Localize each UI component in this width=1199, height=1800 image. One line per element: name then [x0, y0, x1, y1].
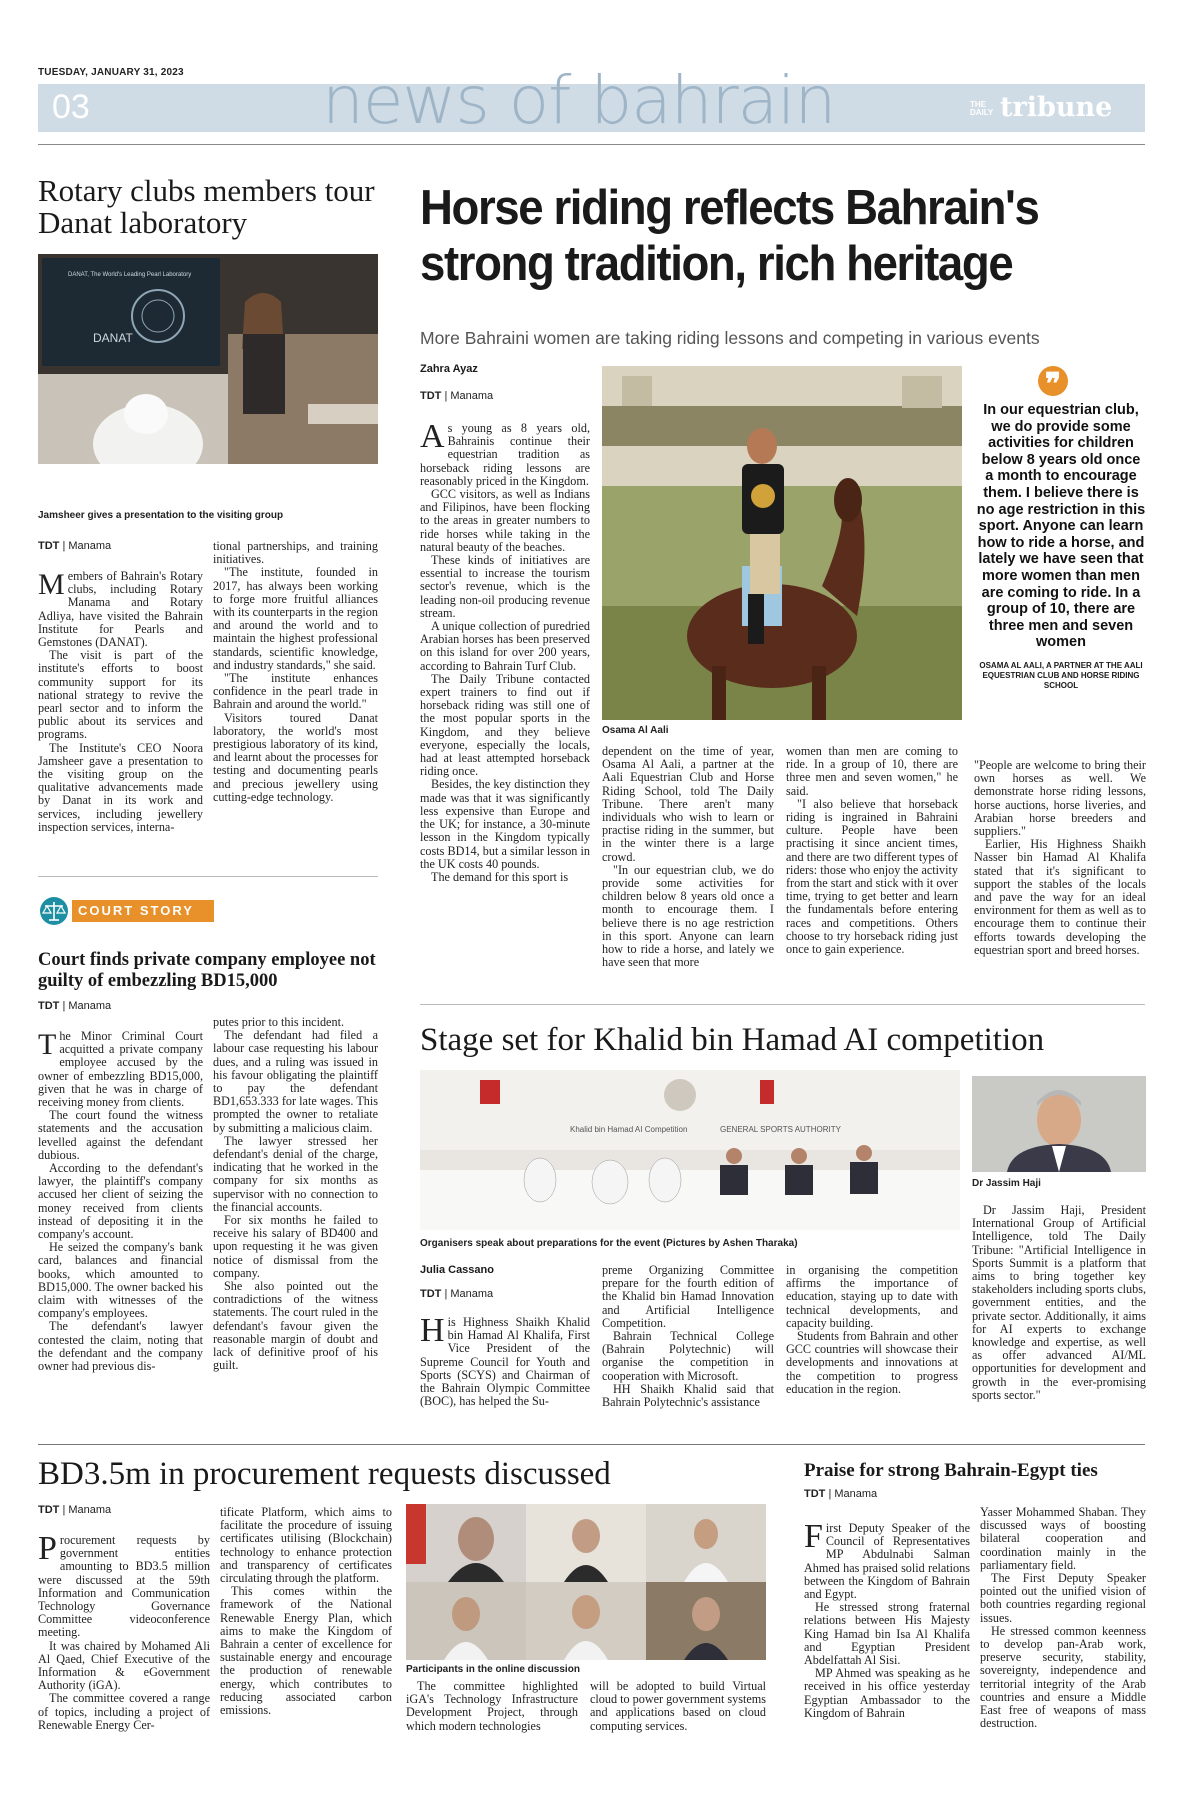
paragraph: According to the defendant's lawyer, the plaintiff's company accused her client of seizing the money received from clients instead of depositing it in the company's account. — [38, 1161, 203, 1242]
horse-dateline — [420, 390, 493, 402]
screen-logo: DANAT — [93, 331, 133, 345]
khalid-col-4 — [972, 1204, 1146, 1402]
paragraph: "The institute enhances confidence in the pearl trade in Bahrain and around the world." — [213, 671, 378, 712]
dateline-place: | Manama — [62, 540, 112, 552]
photo-banner-text-1: Khalid bin Hamad AI Competition — [570, 1125, 688, 1134]
section-title: news of bahrain — [322, 62, 836, 139]
horse-byline: Zahra Ayaz — [420, 363, 478, 375]
paragraph: The visit is part of the institute's efforts to boost community support for its national strategy to revive the pearl sector and to inform the public about its services and programs. — [38, 648, 203, 742]
egypt-article — [804, 1460, 1146, 1482]
paragraph: in organising the competition affirms the importance of education, staying up to date with technical developments, and capacity building. — [786, 1263, 958, 1330]
court-col-2 — [213, 1016, 378, 1372]
horse-photo-illustration — [602, 366, 962, 720]
dateline-org: TDT — [420, 390, 442, 402]
khalid-headline: Stage set for Khalid bin Hamad AI competition — [420, 1022, 1045, 1058]
rotary-headline: Rotary clubs members tour Danat laboratory — [38, 173, 375, 240]
paragraph: "In our equestrian club, we do provide some activities for children below 8 years old once a month to encourage them. I believe there is no age restriction in this sport. Anyone can learn how to ride a horse, and lately we have seen that more — [602, 862, 774, 970]
khalid-col-3 — [786, 1264, 958, 1396]
paragraph: He stressed strong fraternal relations between His Majesty King Hamad bin Isa Al Khalifa and Egyptian President Abdelfattah Al Sisi. — [804, 1600, 970, 1668]
paragraph: HH Shaikh Khalid said that Bahrain Polytechnic's assistance — [602, 1381, 774, 1410]
paragraph — [420, 1312, 590, 1409]
logo-small-text: THE DAILY — [970, 99, 994, 117]
paragraph: "The institute, founded in 2017, has always been working to forge more fruitful alliances with its counterparts in the region and around the world and to maintain the highest professional standards, scientific knowledge, and industry standards," she said. — [213, 565, 378, 672]
rotary-photo-illustration — [38, 254, 378, 464]
drop-cap: M — [38, 568, 65, 601]
court-story-label: COURT STORY — [72, 900, 214, 922]
rule — [38, 876, 378, 877]
procurement-article — [38, 1455, 758, 1493]
dateline-org: TDT — [38, 540, 60, 552]
jassim-portrait — [972, 1076, 1146, 1172]
rotary-photo — [38, 254, 378, 464]
dateline-place: | Manama — [62, 1000, 112, 1012]
section-rule — [38, 1444, 1145, 1445]
rotary-col-2 — [213, 540, 378, 804]
khalid-dateline — [420, 1288, 493, 1300]
paragraph: She also pointed out the contradictions of the witness statements. The court ruled in the defendant's favour given the reasonable margin of doubt and lack of definitive proof of his guilt. — [213, 1279, 378, 1373]
court-story-badge — [38, 896, 378, 926]
khalid-col-1 — [420, 1312, 590, 1409]
paragraph: The Institute's CEO Noora Jamsheer gave a presentation to the visiting group on the qualitative advancements made by Danat in its work and services, including jewellery inspection services, interna- — [38, 740, 203, 834]
khalid-byline: Julia Cassano — [420, 1264, 494, 1276]
drop-cap: H — [420, 1312, 445, 1349]
egypt-headline: Praise for strong Bahrain-Egypt ties — [804, 1460, 1098, 1481]
court-article — [38, 950, 378, 992]
paragraph: Students from Bahrain and other GCC countries will showcase their developments and innovations at the competition to progress education in the region. — [786, 1329, 958, 1396]
pull-quote — [976, 366, 1146, 691]
paragraph: It was chaired by Mohamed Ali Al Qaed, Chief Executive of the Information & eGovernment Authority (iGA). — [38, 1638, 210, 1693]
quote-text: In our equestrian club, we do provide some activities for children below 8 years old once a month to encourage them. I believe there is no age restriction in this sport. Anyone can learn how to ride a horse, and lately we have seen that more women than men are coming to ride. In a group of 10, there are three men and seven women — [976, 402, 1146, 651]
paragraph-text: rocurement requests by government entities amounting to BD3.5 million were discussed at the 59th Information and Communication Technology Governance Committee videoconference meeting. — [38, 1533, 210, 1640]
court-headline: Court finds private company employee not guilty of embezzling BD15,000 — [38, 950, 376, 991]
egypt-col-1 — [804, 1518, 970, 1720]
court-dateline — [38, 1000, 111, 1012]
procurement-col-1 — [38, 1530, 210, 1732]
paragraph: The committee covered a range of topics, including a project of Renewable Energy Cer- — [38, 1691, 210, 1732]
logo-text: tribune — [1000, 92, 1113, 123]
egypt-col-2 — [980, 1506, 1146, 1730]
horse-col-4 — [974, 759, 1146, 957]
paragraph: The demand for this sport is — [431, 869, 569, 884]
portrait-caption: Dr Jassim Haji — [972, 1178, 1041, 1189]
paragraph: The First Deputy Speaker pointed out the unified vision of both countries regarding regional issues. — [980, 1571, 1146, 1625]
khalid-article — [420, 1022, 1145, 1058]
procurement-headline: BD3.5m in procurement requests discussed — [38, 1456, 611, 1492]
paragraph: The Daily Tribune contacted expert trainers to find out if horseback riding was still one of the most popular sports in the Kingdom, and they believe everyone, especially the locals, had at least attempted horseback riding once. — [420, 671, 590, 779]
paragraph: The defendant's lawyer contested the claim, noting that the defendant and the company owner had previous dis- — [38, 1319, 203, 1374]
paragraph: The lawyer stressed her defendant's denial of the charge, indicating that he worked in the company for six months as supervisor with no connection to the financial accounts. — [213, 1133, 378, 1214]
procurement-col-4 — [590, 1680, 766, 1733]
dateline-org: TDT — [420, 1288, 442, 1300]
paragraph: The defendant had filed a labour case requesting his labour dues, and a ruling was issued in his favour obligating the plaintiff to pay the defendant BD1,653.333 for late wages. This prompted the owner to retaliate by submitting a malicious claim. — [213, 1028, 378, 1135]
paragraph: preme Organizing Committee prepare for the fourth edition of the Khalid bin Hamad Innovation and Artificial Intelligence Competition. — [602, 1263, 774, 1330]
paragraph: Besides, the key distinction they made was that it was significantly less expensive than Europe and the UK; for instance, a 30-minute lesson in the Kingdom typically costs BD14, but a similar lesson in the UK costs 40 pounds. — [420, 777, 590, 871]
paragraph: GCC visitors, as well as Indians and Filipinos, have been flocking to the areas in greater numbers to ride horses while taking in the natural beauty of the beaches. — [420, 487, 590, 554]
court-col-1 — [38, 1030, 203, 1373]
paragraph: MP Ahmed was speaking as he received in his office yesterday Egyptian Ambassador to the Kingdom of Bahrain — [804, 1666, 970, 1720]
rotary-article — [38, 175, 378, 239]
drop-cap: F — [804, 1518, 823, 1555]
paragraph-text: embers of Bahrain's Rotary clubs, including Rotary Manama and Rotary Adliya, have visited the Bahrain Institute for Pearls and Gemstones (DANAT). — [38, 569, 203, 650]
quote-attribution: OSAMA AL AALI, A PARTNER AT THE AALI EQUESTRIAN CLUB AND HORSE RIDING SCHOOL — [979, 660, 1143, 690]
paragraph: This comes within the framework of the National Renewable Energy Plan, which aims to make the Kingdom of Bahrain a center of excellence for sustainable energy and encourage the production of renewable energy, which contributes to reducing associated carbon emissions. — [220, 1584, 392, 1718]
paragraph: "I also believe that horseback riding is ingrained in Bahraini culture. People have been practising it since ancient times, and there are two different types of riders: those who enjoy the activity from the start and stick with it over time, trying to get better and learn the fundamentals before entering races and competitions. Others choose to try horseback riding just once to gain experience. — [786, 796, 958, 957]
paragraph: tional partnerships, and training initiatives. — [213, 539, 378, 567]
paragraph: will be adopted to build Virtual cloud to power government systems and applications based on cloud computing services. — [590, 1679, 767, 1733]
paragraph: Dr Jassim Haji, President International Group of Artificial Intelligence, told The Daily Tribune: "Artificial Intelligence in Sports Summit is a platform that aims to bring together key stakeholders including sports clubs, government entities, and the private sector. Additionally, it aims for AI experts to exchange knowledge and expertise, as well as offer advanced AI/ML opportunities for development and growth in the ever-promising sports sector." — [972, 1203, 1146, 1402]
horse-article — [420, 180, 1145, 292]
dateline-org: TDT — [804, 1488, 826, 1500]
paragraph: tificate Platform, which aims to facilitate the procedure of issuing certificates utilising (Blockchain) technology to enhance protection and transparency of certificates circulating through the platform. — [220, 1505, 392, 1586]
egypt-dateline — [804, 1488, 877, 1500]
paragraph: Visitors toured Danat laboratory, the world's most prestigious laboratory of its kind, and learnt about the processes for testing and documenting pearls and precious jewellery using cutting-edge technology. — [213, 710, 378, 804]
paragraph: Bahrain Technical College (Bahrain Polytechnic) will organise the competition in cooperation with Microsoft. — [602, 1329, 774, 1383]
procurement-photo — [406, 1504, 766, 1660]
paragraph-text: s young as 8 years old, Bahrainis continue their equestrian tradition as horseback riding lessons are reasonably priced in the Kingdom. — [420, 421, 590, 488]
paragraph: He stressed common keenness to develop pan-Arab work, preserve security, stability, sovereignty, independence and territorial integrity of the Arab countries and ensure a Middle East free of weapons of mass destruction. — [980, 1623, 1146, 1731]
paragraph-text: he Minor Criminal Court acquitted a private company employee accused by the owner of embezzling BD15,000, given that he was in charge of receiving money from clients. — [38, 1029, 203, 1110]
rotary-caption: Jamsheer gives a presentation to the visiting group — [38, 510, 284, 521]
khalid-col-2 — [602, 1264, 774, 1409]
paragraph — [38, 1530, 210, 1640]
paragraph — [804, 1518, 970, 1602]
horse-photo — [602, 366, 962, 720]
issue-date: TUESDAY, JANUARY 31, 2023 — [38, 67, 184, 78]
drop-cap: P — [38, 1530, 57, 1567]
paragraph-text: is Highness Shaikh Khalid bin Hamad Al Khalifa, First Vice President of the Supreme Council for Youth and Sports (SCYS) and Chairman of the Bahrain Olympic Committee (BOC), has helped the Su- — [420, 1315, 590, 1409]
scales-icon — [38, 896, 72, 926]
khalid-photo-caption: Organisers speak about preparations for the event (Pictures by Ashen Tharaka) — [420, 1238, 798, 1249]
drop-cap: A — [420, 418, 445, 455]
photo-banner-text-2: GENERAL SPORTS AUTHORITY — [720, 1125, 841, 1134]
rotary-dateline — [38, 540, 111, 552]
rotary-col-1 — [38, 570, 203, 834]
procurement-dateline — [38, 1504, 111, 1516]
drop-cap: T — [38, 1028, 57, 1061]
horse-headline: Horse riding reflects Bahrain's strong tradition, rich heritage — [420, 181, 1039, 291]
dateline-place: | Manama — [444, 390, 494, 402]
khalid-photo-illustration — [420, 1070, 960, 1230]
quote-icon: ❞ — [1038, 366, 1068, 396]
horse-col-3 — [786, 745, 958, 956]
dateline-org: TDT — [38, 1504, 60, 1516]
dateline-place: | Manama — [444, 1288, 494, 1300]
paragraph: "People are welcome to bring their own horses as well. We demonstrate horse riding lessons, horse auctions, horse liveries, and Arabian horse breeders and suppliers." — [974, 758, 1146, 839]
paragraph: For six months he failed to receive his salary of BD400 and upon requesting it he was given notice of dismissal from the company. — [213, 1213, 378, 1280]
paragraph: dependent on the time of year, Osama Al Aali, a partner at the Aali Equestrian Club and Horse Riding School, told The Daily Tribune. There aren't many individuals who wish to learn or practise riding in the summer, but in the winter there is a large crowd. — [602, 744, 774, 864]
dateline-org: TDT — [38, 1000, 60, 1012]
paragraph: A unique collection of puredried Arabian horses has been preserved on this island for over 200 years, according to Bahrain Turf Club. — [420, 619, 590, 673]
paragraph — [38, 570, 203, 649]
paragraph: The court found the witness statements and the accusation levelled against the defendant dubious. — [38, 1108, 203, 1162]
dateline-place: | Manama — [62, 1504, 112, 1516]
portrait-illustration — [972, 1076, 1146, 1172]
procurement-col-3 — [406, 1680, 578, 1733]
horse-col-1 — [420, 418, 590, 884]
paragraph: Earlier, His Highness Shaikh Nasser bin Hamad Al Khalifa stated that it's significant to support the stables of the locals and pave the way for an ideal environment for them as well as to encourage them to continue their efforts towards developing the equestrian sport and breed horses. — [974, 837, 1146, 957]
publication-logo — [970, 92, 1112, 123]
paragraph: putes prior to this incident. — [213, 1015, 344, 1029]
screen-title: DANAT, The World's Leading Pearl Laboratory — [68, 272, 192, 278]
rule — [420, 1004, 1145, 1005]
horse-photo-caption: Osama Al Aali — [602, 725, 669, 736]
paragraph — [420, 418, 590, 488]
paragraph: Yasser Mohammed Shaban. They discussed ways of boosting bilateral cooperation and coordination mainly in the parliamentary field. — [980, 1505, 1146, 1572]
paragraph — [38, 1030, 203, 1109]
procurement-col-2 — [220, 1506, 392, 1717]
paragraph: These kinds of initiatives are essential to increase the tourism sector's revenue, which is the leading non-oil producing revenue stream. — [420, 553, 590, 620]
procurement-photo-caption: Participants in the online discussion — [406, 1664, 580, 1675]
masthead-rule — [38, 144, 1145, 145]
dateline-place: | Manama — [828, 1488, 878, 1500]
horse-col-2 — [602, 745, 774, 969]
horse-subhead: More Bahraini women are taking riding lessons and competing in various events — [420, 328, 1040, 348]
page-number: 03 — [52, 88, 90, 126]
paragraph: The committee highlighted iGA's Technology Infrastructure Development Project, through which modern technologies — [406, 1679, 578, 1733]
paragraph-text: irst Deputy Speaker of the Council of Representatives MP Abdulnabi Salman Ahmed has praised solid relations between the Kingdom of Bahrain and Egypt. — [804, 1521, 970, 1602]
video-call-illustration — [406, 1504, 766, 1660]
khalid-photo — [420, 1070, 960, 1230]
paragraph: He seized the company's bank card, balances and financial books, which amounted to BD15,000. The owner backed his claim with witnesses of the company's employees. — [38, 1240, 203, 1321]
paragraph: women than men are coming to ride. In a group of 10, there are three men and seven women," he said. — [786, 744, 958, 798]
